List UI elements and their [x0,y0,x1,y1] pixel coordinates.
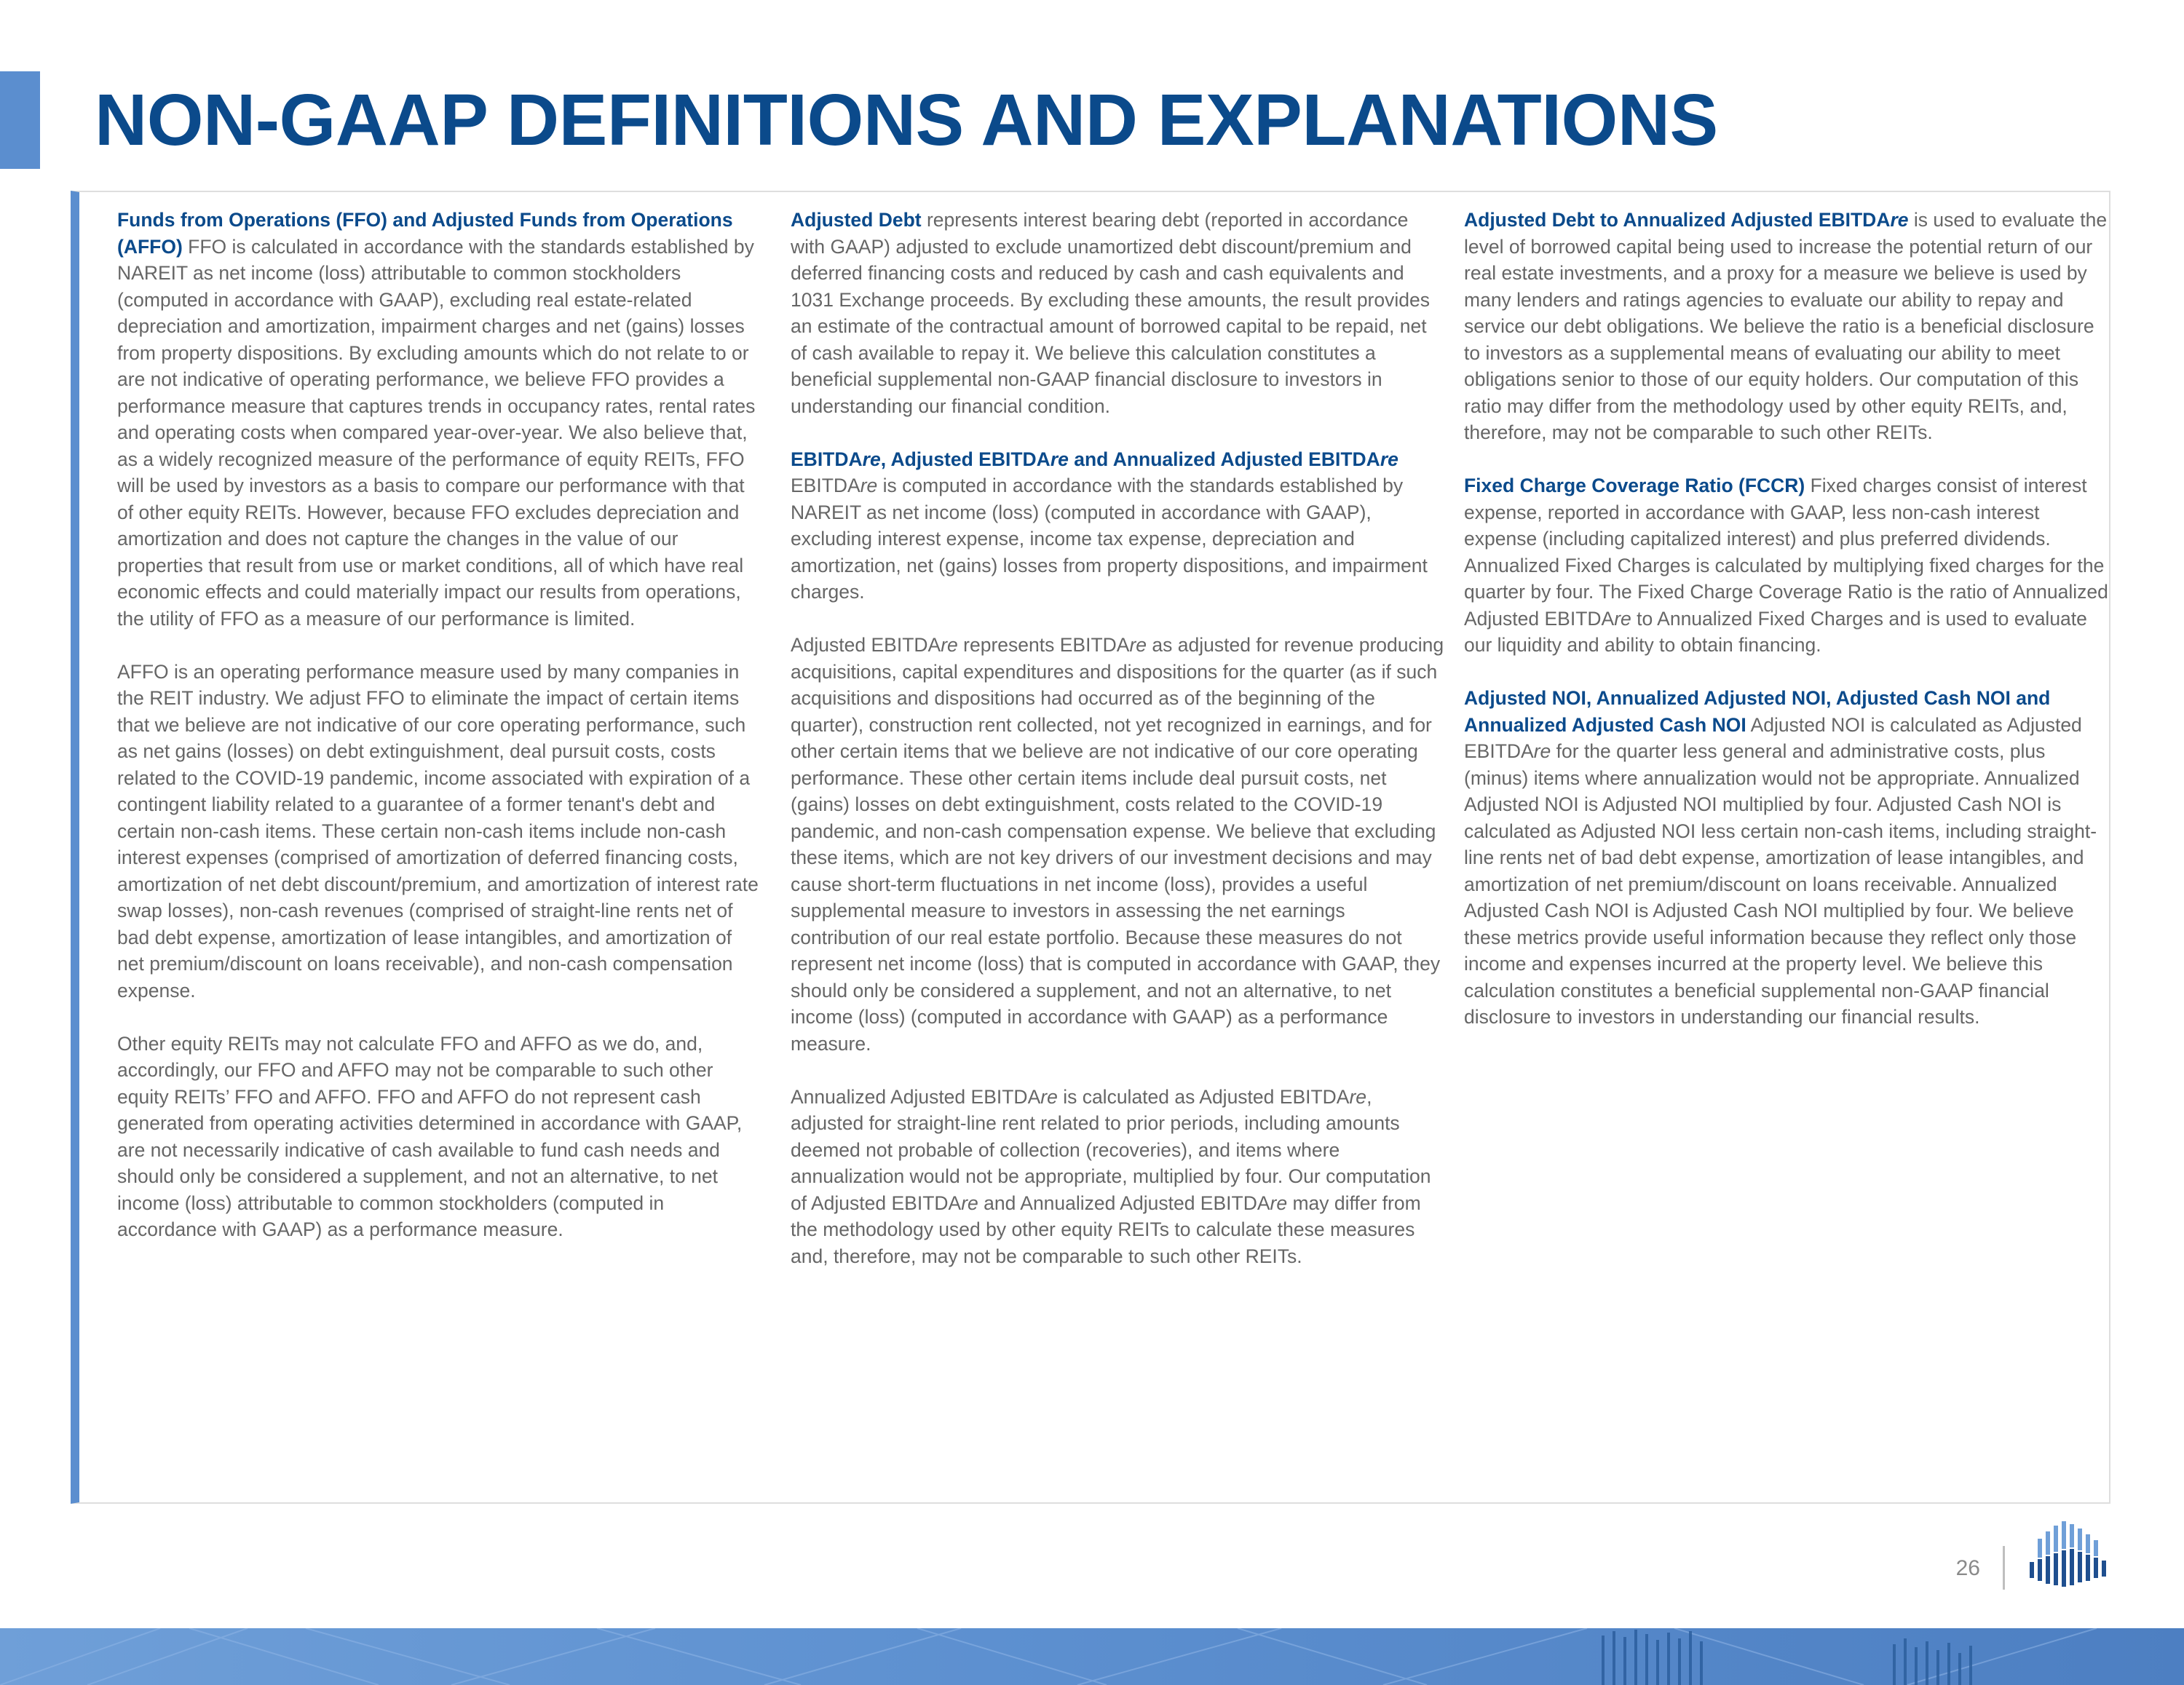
ebitdare-heading: EBITDAre, Adjusted EBITDAre and Annualized Adjusted EBITDAre [791,448,1398,470]
ebitdare-text: EBITDAre is computed in accordance with the standards established by NAREIT as net income (loss) (computed in accordance with GAAP), excluding interest expense, income tax expense, depreciation and amortization, net (gains) losses from property dispositions, and impairment charges. [791,475,1428,603]
ebitdare-suffix: re [1129,634,1147,656]
ebitdare-suffix: re [1614,607,1631,630]
skyline-pattern [0,1628,2184,1685]
column-2 [791,207,1446,1296]
footer-divider [2003,1546,2005,1590]
ebitdare-suffix: re [862,448,881,470]
content-panel [71,191,2110,1504]
affo-paragraph: AFFO is an operating performance measure used by many companies in the REIT industry. We adjust FFO to eliminate the impact of certain items that we believe are not indicative of our core operating performance, such as net gains (losses) on debt extinguishment, deal pursuit costs, costs related to the COVID-19 pandemic, income associated with expiration of a contingent liability related to a guarantee of a former tenant's debt and certain non-cash items. These certain non-cash items include non-cash interest expenses (comprised of amortization of deferred financing costs, amortization of net debt discount/premium, and amortization of interest rate swap losses), non-cash revenues (comprised of straight-line rents net of bad debt expense, amortization of lease intangibles, and amortization of net premium/discount on loans receivable), and non-cash compensation expense. [117,660,759,1002]
ebitdare-suffix: re [1890,209,1909,231]
ffo-affo-paragraph [117,207,761,632]
fccr-heading: Fixed Charge Coverage Ratio (FCCR) [1464,475,1805,496]
adjusted-debt-heading: Adjusted Debt [791,209,922,231]
ebitdare-suffix: re [961,1192,978,1214]
title-accent-bar [0,71,40,169]
ffo-affo-text: FFO is calculated in accordance with the standards established by NAREIT as net income (loss) attributable to common stockholders (computed in accordance with GAAP), excluding real estate-related depreciation and amortization, impairment charges and net (gains) losses from property dispositions. By excluding amounts which do not relate to or are not indicative of operating performance, we believe FFO provides a performance measure that captures trends in occupancy rates, rental rates and operating costs when compared year-over-year. We also believe that, as a widely recognized measure of the performance of equity REITs, FFO will be used by investors as a basis to compare our performance with that of other equity REITs. However, because FFO excludes depreciation and amortization and does not capture the changes in the value of our properties that result from use or market conditions, all of which have real economic effects and could materially impact our results from operations, the utility of FFO as a measure of our performance is limited. [117,235,756,630]
noi-paragraph [1464,685,2108,1031]
adjusted-debt-paragraph [791,207,1446,419]
ebitdare-suffix: re [1050,448,1069,470]
debt-ratio-heading: Adjusted Debt to Annualized Adjusted EBITDAre [1464,209,1909,231]
ffo-affo-heading: Funds from Operations (FFO) and Adjusted Funds from Operations (AFFO) [117,209,733,258]
adjusted-debt-text: represents interest bearing debt (reported in accordance with GAAP) adjusted to exclude unamortized debt discount/premium and deferred financing costs and reduced by cash and cash equivalents and 1031 Exchange proceeds. By excluding these amounts, the result provides an estimate of the contractual amount of borrowed capital to be repaid, net of cash available to repay it. We believe this calculation constitutes a beneficial supplemental non-GAAP financial disclosure to investors in understanding our financial condition. [791,209,1430,417]
debt-ratio-paragraph [1464,207,2108,446]
ebitdare-suffix: re [1040,1085,1058,1108]
ebitdare-suffix: re [1380,448,1398,470]
adjusted-ebitdare-paragraph: Adjusted EBITDAre represents EBITDAre as adjusted for revenue producing acquisitions, capital expenditures and dispositions for the quarter (as if such acquisitions and dispositions had occurred as of the beginning of the quarter), construction rent collected, not yet recognized in earnings, and for other certain items that we believe are not indicative of our core operating performance. These other certain items include deal pursuit costs, net (gains) losses on debt extinguishment, costs related to the COVID-19 pandemic, and non-cash compensation expense. We believe that excluding these items, which are not key drivers of our investment decisions and may cause short-term fluctuations in net income (loss), provides a useful supplemental measure to investors in assessing the net earnings contribution of our real estate portfolio. Because these measures do not represent net income (loss) that is computed in accordance with GAAP, they should only be considered a supplement, and not an alternative, to net income (loss) (computed in accordance with GAAP) as a performance measure. [791,634,1444,1055]
footer-band [0,1628,2184,1685]
annualized-ebitdare-paragraph: Annualized Adjusted EBITDAre is calculated as Adjusted EBITDAre, adjusted for straight-line rent related to prior periods, including amounts deemed not probable of collection (recoveries), and items where annualization would not be appropriate, multiplied by four. Our computation of Adjusted EBITDAre and Annualized Adjusted EBITDAre may differ from the methodology used by other equity REITs to calculate these measures and, therefore, may not be comparable to such other REITs. [791,1085,1431,1267]
other-reits-paragraph: Other equity REITs may not calculate FFO and AFFO as we do, and, accordingly, our FFO and AFFO may not be comparable to such other equity REITs’ FFO and AFFO. FFO and AFFO do not represent cash generated from operating activities determined in accordance with GAAP, are not necessarily indicative of cash available to fund cash needs and should only be considered a supplement, and not an alternative, to net income (loss) attributable to common stockholders (computed in accordance with GAAP) as a performance measure. [117,1032,743,1240]
page-number: 26 [1955,1556,1980,1580]
ebitdare-suffix: re [860,475,878,496]
column-1 [117,207,761,1269]
debt-ratio-text: is used to evaluate the level of borrowed capital being used to increase the potential return of our real estate investments, and a proxy for a measure we believe is used by many lenders and ratings agencies to evaluate our ability to repay and service our debt obligations. We believe the ratio is a beneficial disclosure to investors as a supplemental means of evaluating our ability to meet obligations senior to those of our equity holders. Our computation of this ratio may differ from the methodology used by other equity REITs, and, therefore, may not be comparable to such other REITs. [1464,209,2108,443]
page-title: NON-GAAP DEFINITIONS AND EXPLANATIONS [95,79,1718,161]
ebitdare-paragraph [791,446,1446,606]
fccr-text: Fixed charges consist of interest expense, reported in accordance with GAAP, less non-cash interest expense (including capitalized interest) and plus preferred dividends. Annualized Fixed Charges is calculated by multiplying fixed charges for the quarter by four. The Fixed Charge Coverage Ratio is the ratio of Annualized Adjusted EBITDAre to Annualized Fixed Charges and is used to evaluate our liquidity and ability to obtain financing. [1464,475,2108,656]
fccr-paragraph [1464,472,2108,659]
ebitdare-suffix: re [1349,1085,1367,1108]
ebitdare-suffix: re [941,634,958,656]
column-3 [1464,207,2108,1057]
ebitdare-suffix: re [1533,740,1551,762]
noi-text: Adjusted NOI is calculated as Adjusted EBITDAre for the quarter less general and administrative costs, plus (minus) items where annualization would not be appropriate. Annualized Adjusted NOI is Adjusted NOI multiplied by four. Adjusted Cash NOI is calculated as Adjusted NOI less certain non-cash items, including straight-line rents net of bad debt expense, amortization of lease intangibles, and amortization of net premium/discount on loans receivable. Annualized Adjusted Cash NOI is Adjusted Cash NOI multiplied by four. We believe these metrics provide useful information because they reflect only those income and expenses incurred at the property level. We believe this calculation constitutes a beneficial supplemental non-GAAP financial disclosure to investors in understanding our financial results. [1464,713,2097,1028]
noi-heading: Adjusted NOI, Annualized Adjusted NOI, Adjusted Cash NOI and Annualized Adjusted Cash NOI [1464,687,2051,736]
ebitdare-suffix: re [1270,1192,1288,1214]
building-bars-logo-icon [2028,1520,2108,1596]
